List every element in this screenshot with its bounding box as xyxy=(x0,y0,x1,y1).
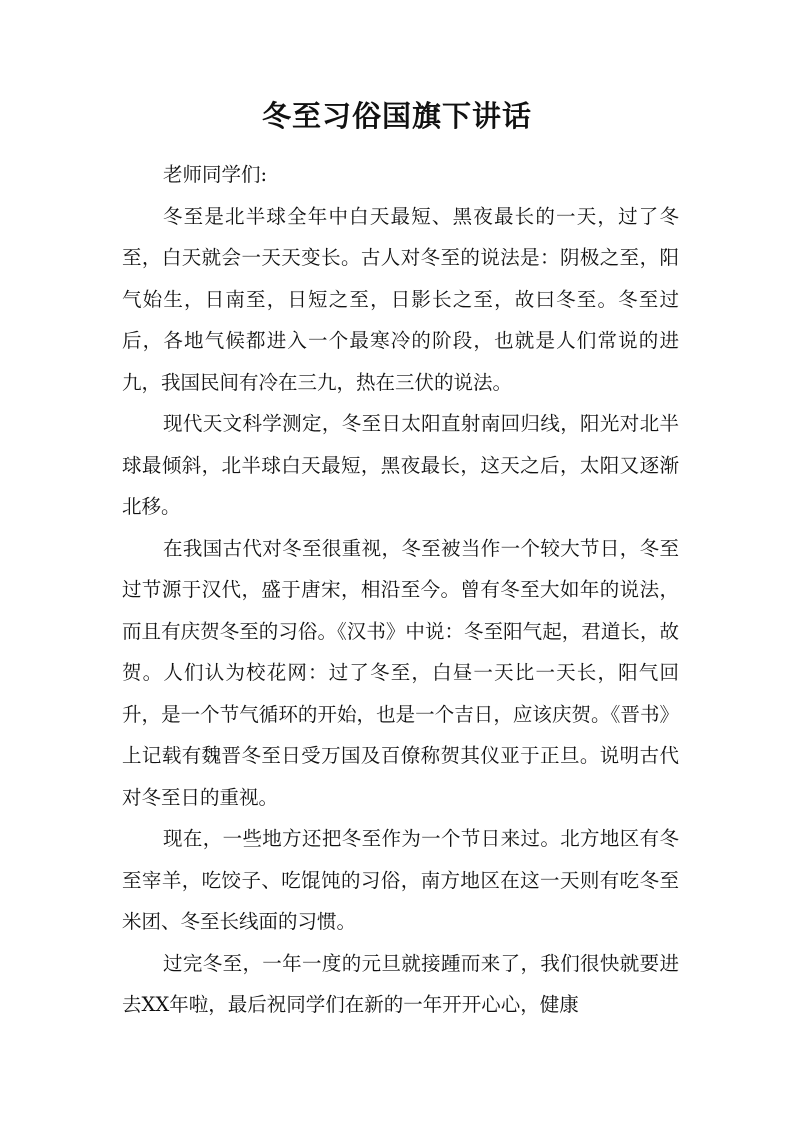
document-body xyxy=(122,154,679,1026)
body-paragraph: 冬至是北半球全年中白天最短、黑夜最长的一天，过了冬至，白天就会一天天变长。古人对冬至的说法是：阴极之至，阳气始生，日南至，日短之至，日影长之至，故曰冬至。冬至过后，各地气候都进入一个最寒冷的阶段，也就是人们常说的进九，我国民间有冷在三九，热在三伏的说法。 xyxy=(122,204,679,394)
body-paragraph: 现在，一些地方还把冬至作为一个节日来过。北方地区有冬至宰羊，吃饺子、吃馄饨的习俗，南方地区在这一天则有吃冬至米团、冬至长线面的习惯。 xyxy=(122,827,679,933)
body-paragraph: 现代天文科学测定，冬至日太阳直射南回归线，阳光对北半球最倾斜，北半球白天最短，黑夜最长，这天之后，太阳又逐渐北移。 xyxy=(122,412,679,518)
body-paragraph: 在我国古代对冬至很重视，冬至被当作一个较大节日，冬至过节源于汉代，盛于唐宋，相沿至今。曾有冬至大如年的说法，而且有庆贺冬至的习俗。《汉书》中说：冬至阳气起，君道长，故贺。人们认为校花网：过了冬至，白昼一天比一天长，阳气回升，是一个节气循环的开始，也是一个吉日，应该庆贺。《晋书》上记载有魏晋冬至日受万国及百僚称贺其仪亚于正旦。说明古代对冬至日的重视。 xyxy=(122,536,679,809)
greeting-paragraph: 老师同学们: xyxy=(163,163,268,186)
body-paragraph: 过完冬至，一年一度的元旦就接踵而来了，我们很快就要进去XX年啦，最后祝同学们在新的一年开开心心，健康 xyxy=(122,951,679,1016)
document-title: 冬至习俗国旗下讲话 xyxy=(261,99,532,133)
